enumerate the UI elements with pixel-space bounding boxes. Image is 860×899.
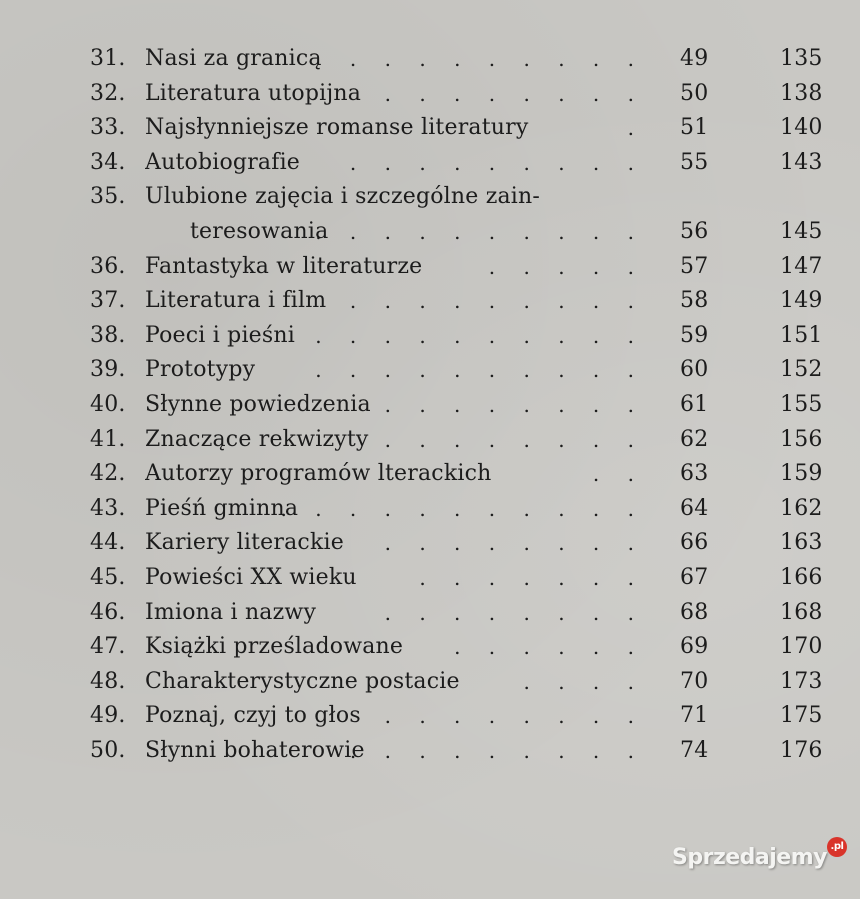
- entry-number: 47.: [90, 634, 126, 660]
- question-page: 70: [680, 668, 709, 694]
- question-page: 51: [680, 115, 709, 141]
- leader-dots: . . . . . . . . .: [349, 289, 645, 314]
- leader-dots: . . . .: [523, 669, 645, 694]
- entry-number: 35.: [90, 184, 126, 210]
- answer-page: 149: [780, 288, 823, 314]
- question-page: 69: [680, 634, 709, 660]
- entry-title: Książki prześladowane: [145, 634, 404, 660]
- toc-entry: [90, 146, 830, 181]
- entry-number: 41.: [90, 426, 126, 452]
- entry-number: 39.: [90, 357, 126, 383]
- entry-title: Literatura i film: [145, 288, 327, 314]
- toc-entry-continuation: [90, 215, 830, 250]
- entry-title: Autobiografie: [145, 149, 301, 175]
- toc-entry: [90, 699, 830, 734]
- sprzedajemy-watermark: [672, 841, 844, 870]
- toc-entry: [90, 111, 830, 146]
- toc-entry: [90, 250, 830, 285]
- entry-title: Znaczące rekwizyty: [145, 426, 369, 452]
- leader-dots: . . . . .: [488, 254, 645, 279]
- toc-entry: [90, 77, 830, 112]
- leader-dots: . . . . . . . . . . .: [280, 496, 645, 521]
- question-page: 62: [680, 426, 709, 452]
- toc-entry: [90, 284, 830, 319]
- leader-dots: . . . . . . . . .: [349, 47, 645, 71]
- toc-entry: [90, 734, 830, 769]
- entry-title: Autorzy programów lterackich: [145, 461, 492, 487]
- entry-title: Ulubione zajęcia i szczególne zain-: [145, 184, 541, 210]
- entry-number: 31.: [90, 46, 126, 71]
- entry-number: 48.: [90, 668, 126, 694]
- toc-entry: [90, 42, 830, 77]
- entry-title: Fantastyka w literaturze: [145, 253, 423, 279]
- answer-page: 138: [780, 80, 823, 106]
- answer-page: 152: [780, 357, 823, 383]
- answer-page: 173: [780, 668, 823, 694]
- leader-dots: . . . . . . .: [419, 565, 645, 590]
- toc-entry: [90, 526, 830, 561]
- entry-title: Powieści XX wieku: [145, 564, 357, 590]
- question-page: 50: [680, 80, 709, 106]
- answer-page: 166: [780, 564, 823, 590]
- toc-entry: [90, 630, 830, 665]
- leader-dots: . . . . . . . . . .: [315, 323, 645, 348]
- question-page: 55: [680, 149, 709, 175]
- toc-entry: [90, 596, 830, 631]
- question-page: 71: [680, 703, 709, 729]
- entry-title: Najsłynniejsze romanse literatury: [145, 115, 529, 141]
- entry-title: Imiona i nazwy: [145, 599, 317, 625]
- leader-dots: . .: [592, 462, 645, 487]
- leader-dots: . . . . . . . .: [384, 392, 645, 417]
- entry-number: 49.: [90, 703, 126, 729]
- entry-title: Pieśń gminna: [145, 495, 299, 521]
- answer-page: 163: [780, 530, 823, 556]
- toc-entry: [90, 457, 830, 492]
- question-page: 56: [680, 218, 709, 244]
- entry-title: Poeci i pieśni: [145, 322, 295, 348]
- answer-page: 156: [780, 426, 823, 452]
- watermark-badge-icon: .pl: [827, 837, 847, 857]
- toc-entry: [90, 180, 830, 215]
- entry-title: teresowania: [190, 218, 329, 244]
- entry-number: 34.: [90, 149, 126, 175]
- entry-title: Charakterystyczne postacie: [145, 668, 460, 694]
- entry-title: Prototypy: [145, 357, 256, 383]
- toc-entry: [90, 492, 830, 527]
- entry-number: 36.: [90, 253, 126, 279]
- answer-page: 155: [780, 391, 823, 417]
- question-page: 49: [680, 46, 709, 71]
- question-page: 58: [680, 288, 709, 314]
- leader-dots: . . . . . . . .: [384, 600, 645, 625]
- leader-dots: . . . . . . . .: [384, 531, 645, 556]
- entry-title: Literatura utopijna: [145, 80, 362, 106]
- toc-entry: [90, 388, 830, 423]
- answer-page: 151: [780, 322, 823, 348]
- entry-title: Słynne powiedzenia: [145, 391, 371, 417]
- leader-dots: . . . . . . . . .: [349, 738, 645, 763]
- entry-number: 37.: [90, 288, 126, 314]
- question-page: 63: [680, 461, 709, 487]
- answer-page: 176: [780, 737, 823, 763]
- toc-entry: [90, 423, 830, 458]
- entry-title: Poznaj, czyj to głos: [145, 703, 361, 729]
- entry-number: 44.: [90, 530, 126, 556]
- leader-dots: . . . . . . . . .: [349, 150, 645, 175]
- leader-dots: . . . . . . . . . .: [315, 219, 645, 244]
- answer-page: 135: [780, 46, 823, 71]
- answer-page: 140: [780, 115, 823, 141]
- question-page: 57: [680, 253, 709, 279]
- question-page: 67: [680, 564, 709, 590]
- question-page: 59: [680, 322, 709, 348]
- leader-dots: . . . . . . . . . .: [315, 358, 645, 383]
- question-page: 74: [680, 737, 709, 763]
- entry-title: Nasi za granicą: [145, 46, 322, 71]
- answer-page: 143: [780, 149, 823, 175]
- answer-page: 145: [780, 218, 823, 244]
- leader-dots: .: [627, 116, 645, 141]
- answer-page: 170: [780, 634, 823, 660]
- entry-title: Kariery literackie: [145, 530, 344, 556]
- question-page: 66: [680, 530, 709, 556]
- toc-entry: [90, 353, 830, 388]
- question-page: 64: [680, 495, 709, 521]
- toc-entry: [90, 561, 830, 596]
- answer-page: 168: [780, 599, 823, 625]
- entry-title: Słynni bohaterowie: [145, 737, 365, 763]
- entry-number: 50.: [90, 737, 126, 763]
- entry-number: 33.: [90, 115, 126, 141]
- leader-dots: . . . . . .: [454, 635, 645, 660]
- leader-dots: . . . . . . . .: [384, 81, 645, 106]
- question-page: 60: [680, 357, 709, 383]
- entry-number: 45.: [90, 564, 126, 590]
- entry-number: 40.: [90, 391, 126, 417]
- leader-dots: . . . . . . . .: [384, 427, 645, 452]
- question-page: 61: [680, 391, 709, 417]
- entry-number: 43.: [90, 495, 126, 521]
- table-of-contents: [90, 42, 830, 768]
- watermark-text: Sprzedajemy: [672, 845, 827, 870]
- entry-number: 32.: [90, 80, 126, 106]
- answer-page: 162: [780, 495, 823, 521]
- toc-entry: [90, 319, 830, 354]
- answer-page: 175: [780, 703, 823, 729]
- entry-number: 38.: [90, 322, 126, 348]
- entry-number: 46.: [90, 599, 126, 625]
- toc-entry: [90, 665, 830, 700]
- answer-page: 147: [780, 253, 823, 279]
- answer-page: 159: [780, 461, 823, 487]
- leader-dots: . . . . . . . .: [384, 704, 645, 729]
- question-page: 68: [680, 599, 709, 625]
- entry-number: 42.: [90, 461, 126, 487]
